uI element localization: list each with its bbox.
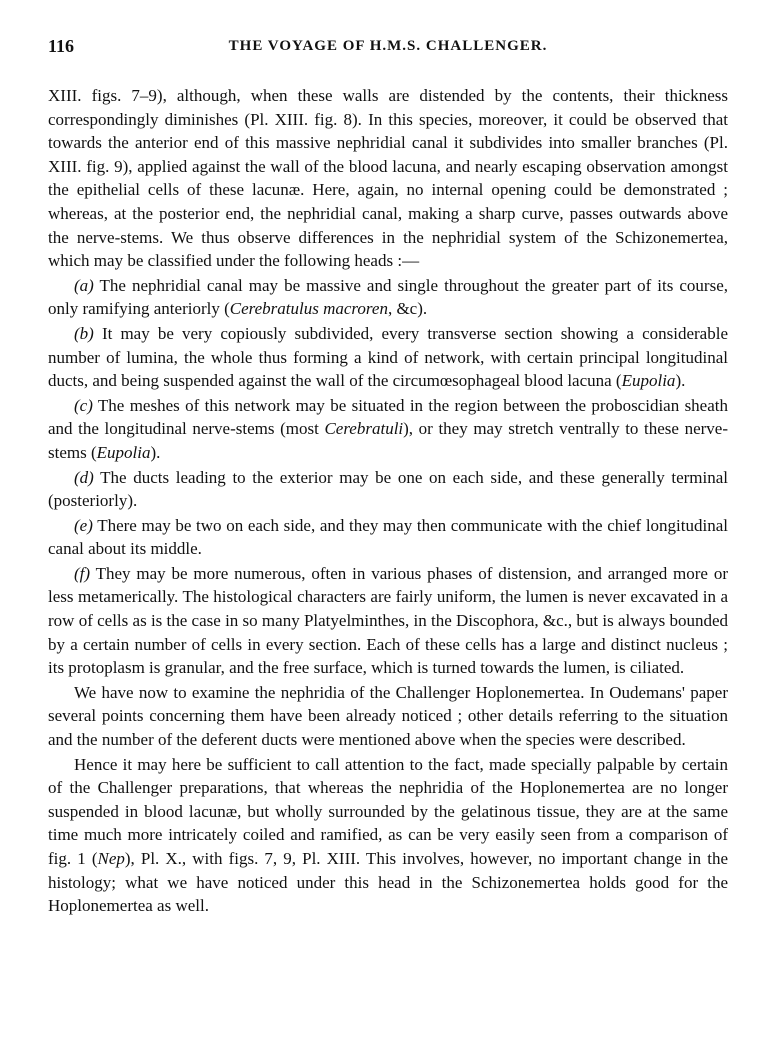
body-text <box>48 84 728 918</box>
paragraph-conclusion <box>48 753 728 918</box>
taxon-name: Eupolia <box>96 442 151 462</box>
classification-item-b <box>48 322 728 393</box>
text-run: The ducts leading to the exterior may be one on each side, and these generally terminal (posteriorly). <box>48 467 728 511</box>
classification-item-a <box>48 274 728 321</box>
text-run: ), Pl. X., with figs. 7, 9, Pl. XIII. This involves, however, no important change in the histology; what we have noticed under this head in the Schizonemertea holds good for the Hoplonemertea as well. <box>48 849 728 916</box>
document-page <box>48 36 728 918</box>
text-run: ). <box>150 442 161 462</box>
classification-item-c <box>48 394 728 465</box>
page-number: 116 <box>48 36 75 56</box>
page-header <box>48 36 728 66</box>
text-run: The meshes of this network may be situated in the region between the proboscidian sheath and the longitudinal nerve-stems (most <box>48 395 728 439</box>
text-run: Hence it may here be sufficient to call attention to the fact, made specially palpable by certain of the Challenger preparations, that whereas the nephridia of the Hoplonemertea are no longer suspended in blood lacunæ, but wholly surrounded by the gelatinous tissue, they are at the same time much more intricately coiled and ramified, as can be very easily seen from a comparison of fig. 1 ( <box>48 754 728 868</box>
classification-item-d <box>48 466 728 513</box>
text-run: There may be two on each side, and they may then communicate with the chief longitudinal canal about its middle. <box>48 515 728 559</box>
text-run: It may be very copiously subdivided, every transverse section showing a considerable number of lumina, the whole thus forming a kind of network, with certain principal longitudinal ducts, and being suspended against the wall of the circumœsophageal blood lacuna ( <box>48 323 728 391</box>
figure-label: Nep <box>97 849 125 868</box>
item-letter: (e) <box>74 515 93 535</box>
paragraph-hoplonemertea <box>48 681 728 752</box>
item-letter: (b) <box>74 323 94 343</box>
item-letter: (f) <box>74 563 91 583</box>
text-run: The nephridial canal may be massive and single throughout the greater part of its course, only ramifying anteriorly ( <box>48 275 728 319</box>
text-run: ), or they may stretch ventrally to these nerve-stems ( <box>48 419 728 462</box>
text-run: They may be more numerous, often in various phases of distension, and arranged more or less metamerically. The histological characters are fairly uniform, the lumen is never excavated in a row of cells as is the case in so many Platyelminthes, in the Discophora, &c., but is always bounded by a certain number of cells in every section. Each of these cells has a large and distinct nucleus ; its protoplasm is granular, and the free surface, which is turned towards the lumen, is ciliated. <box>48 563 728 678</box>
classification-item-f <box>48 562 728 680</box>
item-letter: (d) <box>74 467 94 487</box>
classification-item-e <box>48 514 728 561</box>
text-run: , &c). <box>387 299 428 319</box>
text-run: XIII. figs. 7–9), although, when these walls are distended by the contents, their thickness correspondingly diminishes (Pl. XIII. fig. 8). In this species, moreover, it could be observed that towards the anterior end of this massive nephridial canal it subdivides into smaller branches (Pl. XIII. fig. 9), applied against the wall of the blood lacuna, and nearly escaping observation amongst the epithelial cells of these lacunæ. Here, again, no internal opening could be demonstrated ; whereas, at the posterior end, the nephridial canal, making a sharp curve, passes outwards above the nerve-stems. We thus observe differences in the nephridial system of the Schizonemertea, which may be classified under the following heads :— <box>48 86 728 271</box>
running-title: THE VOYAGE OF H.M.S. CHALLENGER. <box>228 38 548 54</box>
item-letter: (c) <box>74 395 93 415</box>
taxon-name: Eupolia <box>621 371 676 391</box>
text-run: ). <box>675 371 686 391</box>
text-run: We have now to examine the nephridia of the Challenger Hoplonemertea. In Oudemans' paper several points concerning them have been already noticed ; other details referring to the situation and the number of the deferent ducts were mentioned above when the species were described. <box>48 682 728 750</box>
taxon-name: Cerebratulus macroren <box>229 299 388 319</box>
taxon-name: Cerebratuli <box>324 419 404 439</box>
item-letter: (a) <box>74 275 94 295</box>
paragraph-continuation <box>48 84 728 273</box>
